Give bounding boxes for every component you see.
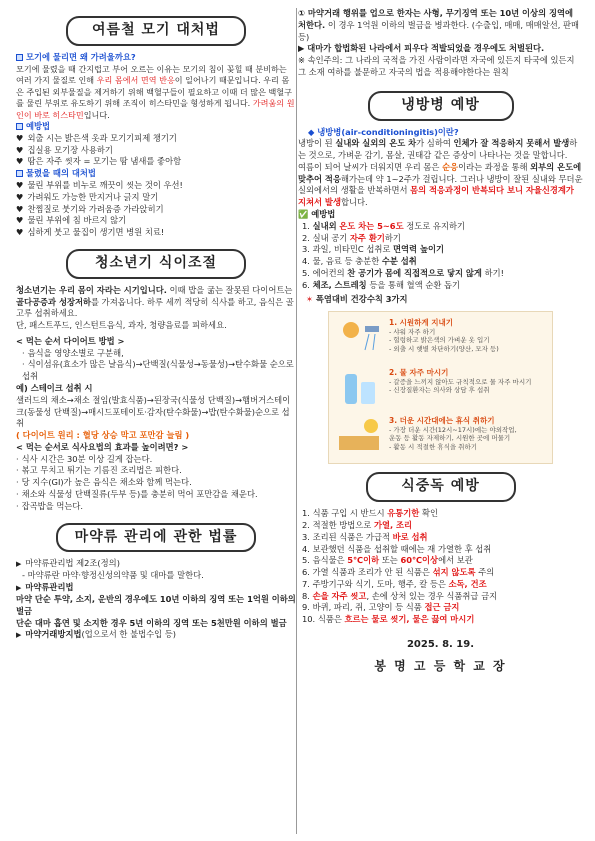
youth-p2: 단, 패스트푸드, 인스턴트음식, 과자, 청량음료를 피하세요. xyxy=(16,320,227,331)
example-title: 예) 스테이크 섭취 시 xyxy=(16,383,93,394)
cooling-p2 xyxy=(298,162,583,209)
rest-icon xyxy=(335,416,385,456)
youth-p1-end: 를 가져옵니다. 하루 세끼 적당히 식사를 하고, 음식은 골고루 섭취하세요. xyxy=(16,296,294,319)
youth-p1: 이때 밥을 굶는 잘못된 다이어트는 xyxy=(169,284,293,295)
list-item: 10. 식품은 흐르는 물로 씻기, 물은 끓여 마시기 xyxy=(302,614,475,625)
drug-trade-law-tail: (업으로서 한 불법수입 등) xyxy=(81,629,177,640)
infog-item-3: 3. 더운 시간대에는 휴식 취하기 - 가장 더운 시간(12시~17시)에는 야외작업, 운동 등 활동 자제하기, 시원한 곳에 머물기 - 활동 시 적절한 휴식을 취하기 xyxy=(389,416,517,451)
drug-law-2: 단순 대마 흡연 및 소지한 경우 5년 이하의 징역 또는 5천만원 이하의 벌금 xyxy=(16,617,287,628)
list-item: 6. 체조, 스트레칭 등을 통해 혈액 순환 돕기 xyxy=(302,279,461,290)
prevent-heading-text: 예방법 xyxy=(26,121,51,132)
mosquito-p2-red: 가려움의 원인이 바로 히스타민 xyxy=(16,98,295,120)
list-item: ♥ 가려워도 가능한 만지거나 긁지 말기 xyxy=(16,192,296,204)
list-item: 2. 적절한 방법으로 가열, 조리 xyxy=(302,519,413,530)
food-list xyxy=(298,508,583,626)
list-item: ♥ 물린 부위에 침 바르지 않기 xyxy=(16,215,296,227)
cooling-p2-red: 순응 xyxy=(442,161,459,172)
cooling-p2-m2: 해가는데 약 1~2주가 걸립니다. 그러나 냉방이 잘된 실내와 무더운 실외에서의 생활을 반복하면서 xyxy=(298,173,583,196)
list-item: 1. 실내외 온도 차는 5~6도 정도로 유지하기 xyxy=(302,220,465,231)
cooling-p2-m: 이라는 과정을 통해 xyxy=(458,161,528,172)
cooling-def-title xyxy=(298,127,583,139)
youth-p1-bold2: 골다공증과 성장저하 xyxy=(16,296,92,307)
list-item: ♥ 집실용 모기장 사용하기 xyxy=(16,145,296,157)
school-principal: 봉 명 고 등 학 교 장 xyxy=(374,659,507,674)
mosquito-question-text: 모기에 물리면 왜 가려울까요? xyxy=(26,51,136,62)
column-divider xyxy=(296,8,297,834)
mosquito-p1-red: 우리 몸에서 면역 반응 xyxy=(96,75,175,86)
square-icon xyxy=(16,170,23,177)
bitten-list xyxy=(16,180,296,239)
shower-icon xyxy=(335,320,385,360)
youth-paragraph xyxy=(16,285,296,320)
bitten-heading xyxy=(16,168,296,180)
list-item: 3. 과일, 비타민C 섭취로 면역력 높이기 xyxy=(302,244,445,255)
list-item: ♥ 땀은 자주 씻자 = 모기는 땀 냄새를 좋아함 xyxy=(16,156,296,168)
list-item: · 식사 시간은 30분 이상 길게 잡는다. xyxy=(16,454,296,466)
mosquito-p2: 이 일어나기 때문입니다. 우리 몸은 주입된 외부물질을 제거하기 위해 백혈구들이 필요하고 이때 더 많은 백혈구를 물린 부위로 유도하기 위해 조직이 히스타민을 형성하게 됩니다. xyxy=(16,75,292,109)
list-item: 6. 가열 식품과 조리가 안 된 식품은 섞지 않도록 주의 xyxy=(302,567,495,578)
list-item: 2. 실내 공기 자주 환기하기 xyxy=(302,232,401,243)
diet-principle: ( 다이어트 원리 : 혈당 상승 막고 포만감 늘림 ) xyxy=(16,430,190,441)
drug-trade-law xyxy=(16,629,296,641)
list-item: 5. 에어컨의 찬 공기가 몸에 직접적으로 닿지 않게 하기! xyxy=(302,267,504,278)
list-item: 4. 물, 음료 등 충분한 수분 섭취 xyxy=(302,256,417,267)
example-text: 샐러드의 채소→채소 절임(발효식품)→된장국(식물성 단백질)→햄버거스테이크(동물성 단백질)→매시드포테이토·감자(탄수화물)→밥(탄수화물)순으로 섭취 xyxy=(16,394,291,429)
check-icon: ✅ xyxy=(298,209,312,220)
cooling-def-title-text: 냉방병(air-conditioningitis)이란? xyxy=(317,126,459,137)
list-item: · 채소와 식물성 단백질류(두부 등)를 충분히 먹어 포만감을 채운다. xyxy=(16,489,296,501)
drug-trade-1-bold: ① 마약거래 행위를 업으로 한자는 사형, 무기징역 또는 10년 이상의 징역에 처한다. xyxy=(298,8,574,30)
list-item: · 볶고 무치고 튀기는 기름진 조리법은 피한다. xyxy=(16,465,296,477)
prevent-heading xyxy=(16,121,296,133)
youth-p1-bold: 청소년기는 우리 몸이 자라는 시기입니다. xyxy=(16,284,167,295)
tips-title: < 먹는 순서로 식사요법의 효과를 높이려면? > xyxy=(16,441,189,452)
issue-date: 2025. 8. 19. xyxy=(406,638,475,650)
list-item: · 식이섬유(효소가 많은 날음식)→단백질(식물성→동물성)→탄수화물 순으로 섭취 xyxy=(16,359,296,383)
drug-law: ▶ 마약류관리법 xyxy=(16,582,296,594)
left-column xyxy=(16,8,296,641)
cooling-p1 xyxy=(298,138,583,162)
cooling-p1-b2: 인체가 잘 적응하지 못해서 발생 xyxy=(453,138,570,149)
cooling-p2-end: 합니다. xyxy=(340,197,368,208)
drug-def-detail: - 마약류란 마약·향정신성의약품 및 대마를 말한다. xyxy=(22,570,204,581)
cooling-title: 냉방병 예방 xyxy=(368,91,514,121)
list-item: ♥ 심하게 붓고 물집이 생기면 병원 치료! xyxy=(16,227,296,239)
cooling-p1-m: 가 심하여 xyxy=(416,138,451,149)
cooling-p2-red2: 몸의 적응과정이 반복되다 보니 자율신경계가 지쳐서 발생 xyxy=(298,185,574,208)
cooling-prev-title-text: 예방법 xyxy=(311,209,336,220)
list-item: 7. 주방기구와 식기, 도마, 행주, 칼 등은 소독, 건조 xyxy=(302,578,487,589)
diamond-icon: ◆ xyxy=(308,126,318,137)
cooling-p2-b: 외부의 온도에 맞추어 적응 xyxy=(298,161,582,184)
cooling-p1-a: 냉방이 된 xyxy=(298,138,333,149)
bitten-heading-text: 물렸을 때의 대처법 xyxy=(26,168,96,179)
water-bottle-icon xyxy=(335,368,385,408)
list-item: · 음식을 영양소별로 구분해, xyxy=(16,348,296,360)
drug-def: ▶ 마약류관리법 제2조(정의) xyxy=(16,558,296,570)
cooling-p1-b1: 실내와 실외의 온도 차 xyxy=(335,138,417,149)
list-item: · 당 지수(GI)가 높은 음식은 채소와 함께 먹는다. xyxy=(16,477,296,489)
order-title: < 먹는 순서 다이어트 방법 > xyxy=(16,335,125,346)
list-item: 5. 음식물은 5℃이하 또는 60℃이상에서 보관 xyxy=(302,555,473,566)
mosquito-question xyxy=(16,52,296,64)
right-column xyxy=(298,8,583,675)
list-item: ♥ 외출 시는 밝은색 옷과 모기기피제 챙기기 xyxy=(16,133,296,145)
mosquito-p2-end: 입니다. xyxy=(83,109,110,120)
prevent-list xyxy=(16,133,296,168)
list-item: 8. 손을 자주 씻고, 손에 상처 있는 경우 식품취급 금지 xyxy=(302,590,498,601)
heat-title-text: 폭염대비 건강수칙 3가지 xyxy=(315,293,408,304)
cooling-p1-end: 하는 것으로, 가벼운 감기, 몸살, 권태감 같은 증상이 나타나는 것을 말합니다. xyxy=(298,138,578,161)
cooling-p2-a: 여름이 되어 날씨가 더워지면 우리 몸은 xyxy=(298,161,440,172)
drug-trade-law-title: 마약거래방지법 xyxy=(25,629,82,640)
cooling-prev-title xyxy=(298,209,583,221)
list-item: 4. 보관했던 식품을 섭취할 때에는 재 가열한 후 섭취 xyxy=(302,543,492,554)
drug-law-1: 마약 단순 투약, 소지, 운반의 경우에도 10년 이하의 징역 또는 1억원 이하의 벌금 xyxy=(16,594,296,616)
sun-icon: ✶ xyxy=(306,293,316,304)
youth-title: 청소년기 식이조절 xyxy=(66,249,246,279)
heat-title xyxy=(298,294,583,306)
cooling-prev-list xyxy=(298,221,583,292)
list-item: 1. 식품 구입 시 반드시 유통기한 확인 xyxy=(302,508,438,519)
list-item: 9. 바퀴, 파리, 쥐, 고양이 등 식품 접근 금지 xyxy=(302,602,460,613)
drug-trade-1-text: 이 경우 1억원 이하의 벌금을 병과한다. (수출입, 매매, 매매알선, 판매 등) xyxy=(298,19,580,42)
list-item: ♥ 물린 부위를 비누로 깨끗이 씻는 것이 우선! xyxy=(16,180,296,192)
list-item: · 잡곡밥을 먹는다. xyxy=(16,501,296,513)
heat-infographic xyxy=(328,311,553,464)
drug-law-title: 마약류 관리에 관한 법률 xyxy=(56,523,256,553)
drug-trade-3: ※ 속인주의: 그 나라의 국적을 가진 사람이라면 자국에 있든지 타국에 있든지 그 소재 여하를 불문하고 자국의 법을 적용해야한다는 원칙 xyxy=(298,55,575,77)
infog-item-1: 1. 시원하게 지내기 - 샤워 자주 하기 - 헐렁하고 밝은색의 가벼운 옷 입기 - 외출 시 햇볕 차단하기(양산, 모자 등) xyxy=(389,318,499,353)
drug-trade-2: ▶ 대마가 합법화된 나라에서 피우다 적발되었을 경우에도 처벌된다. xyxy=(298,43,545,54)
infog-item-2: 2. 물 자주 마시기 - 갈증을 느끼지 않아도 규칙적으로 물 자주 마시기 - 신장질환자는 의사와 상담 후 섭취 xyxy=(389,368,532,395)
square-icon xyxy=(16,123,23,130)
mosquito-title: 여름철 모기 대처법 xyxy=(66,16,246,46)
drug-trade-1 xyxy=(298,8,583,43)
list-item: ♥ 찬찜질로 붓기와 가려움증 가라앉히기 xyxy=(16,204,296,216)
square-icon xyxy=(16,54,23,61)
mosquito-paragraph xyxy=(16,64,296,121)
list-item: 3. 조리된 식품은 가급적 바로 섭취 xyxy=(302,531,428,542)
food-poison-title: 식중독 예방 xyxy=(366,472,516,502)
mosquito-p1: 모기에 물렸을 때 간지럽고 부어 오르는 이유는 모기의 침이 꽂힐 때 분비하는 여러 가지 물질로 인해 xyxy=(16,63,287,86)
